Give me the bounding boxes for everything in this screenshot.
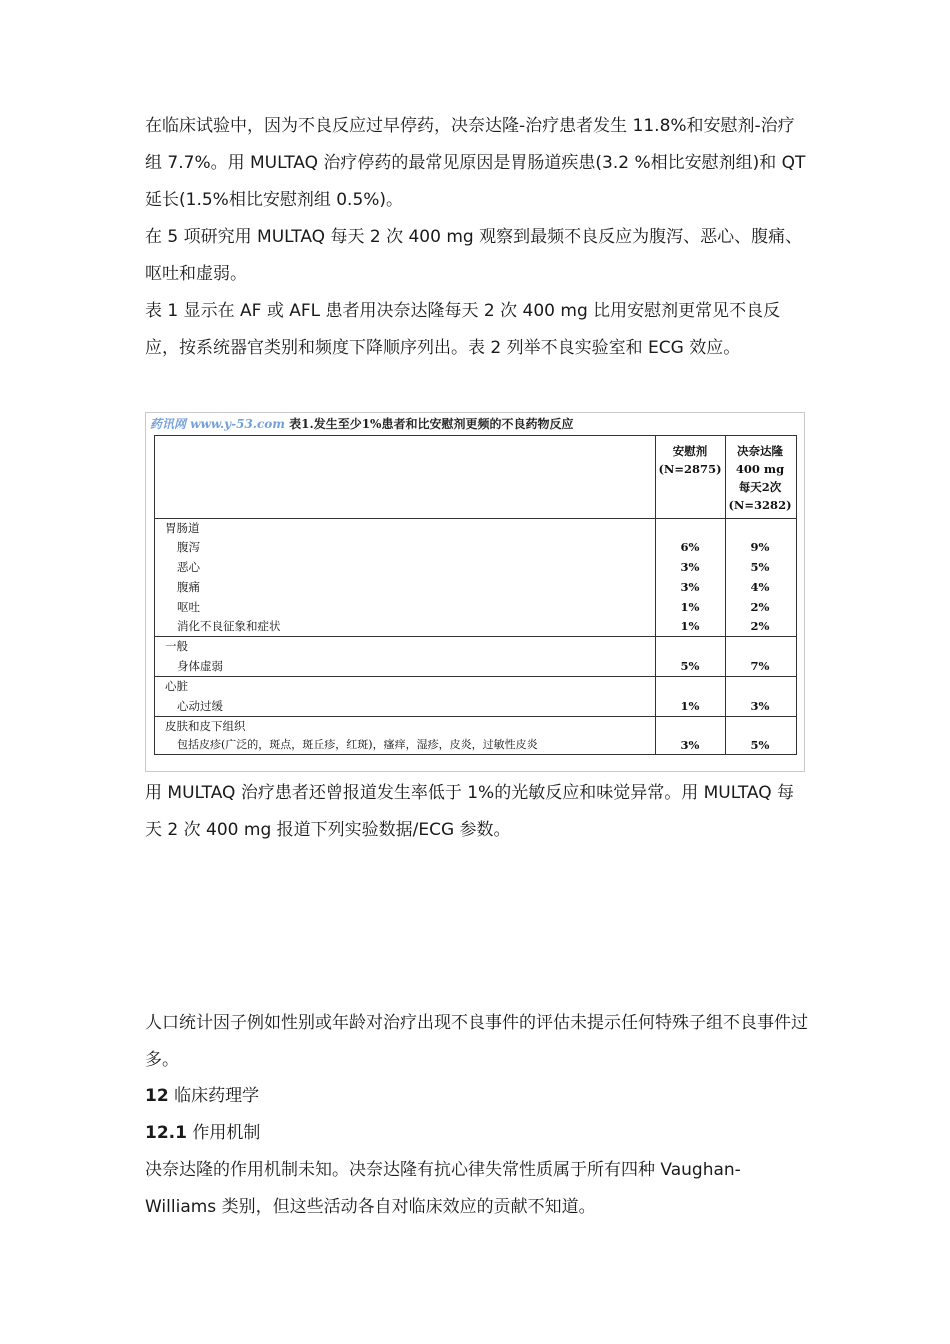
paragraph-discontinuation: 在临床试验中，因为不良反应过早停药，决奈达隆-治疗患者发生 11.8%和安慰剂-治疗组 7.7%。用 MULTAQ 治疗停药的最常见原因是胃肠道疾患(3.2 %相比安慰剂组)和 QT 延长(1.5%相比安慰剂组 0.5%)。 <box>145 116 806 210</box>
table-row: 呕吐 1% 2% <box>177 600 770 614</box>
table-row: 恶心 3% 5% <box>177 560 770 574</box>
table-row: 消化不良征象和症状 1% 2% <box>177 619 770 633</box>
table-row: 身体虚弱 5% 7% <box>177 659 770 673</box>
table-row: 腹泻 6% 9% <box>177 540 770 554</box>
table-row: 包括皮疹(广泛的，斑点，斑丘疹，红斑)，瘙痒，湿疹，皮炎，过敏性皮炎 3% 5% <box>177 738 770 752</box>
paragraph-common-reactions: 在 5 项研究用 MULTAQ 每天 2 次 400 mg 观察到最频不良反应为腹泻、恶心、腹痛、呕吐和虚弱。 <box>145 227 803 284</box>
group-header: 一般 <box>165 639 188 653</box>
group-header: 皮肤和皮下组织 <box>165 719 246 733</box>
watermark: 药讯网 www.y-53.com <box>150 417 285 431</box>
paragraph-demographics: 人口统计因子例如性别或年龄对治疗出现不良事件的评估未提示任何特殊子组不良事件过多。 <box>145 1013 808 1070</box>
placebo-column-header: 安慰剂 (N=2875) <box>658 444 722 476</box>
paragraph-table-intro: 表 1 显示在 AF 或 AFL 患者用决奈达隆每天 2 次 400 mg 比用安慰剂更常见不良反应，按系统器官类别和频度下降顺序列出。表 2 列举不良实验室和 ECG 效应。 <box>145 301 781 358</box>
section-heading-12-1: 12.1 作用机制 <box>145 1123 261 1143</box>
table-row: 心动过缓 1% 3% <box>177 699 770 713</box>
section-heading-12: 12 临床药理学 <box>145 1086 260 1106</box>
paragraph-lab-data: 用 MULTAQ 治疗患者还曾报道发生率低于 1%的光敏反应和味觉异常。用 MULTAQ 每天 2 次 400 mg 报道下列实验数据/ECG 参数。 <box>145 783 795 840</box>
adverse-reaction-table-image <box>145 412 805 772</box>
table-title: 药讯网 www.y-53.com 表1.发生至少1%患者和比安慰剂更频的不良药物反应 <box>150 417 574 431</box>
adverse-reaction-table <box>154 435 797 755</box>
dronedarone-column-header: 决奈达隆 400 mg 每天2次 (N=3282) <box>728 444 792 512</box>
group-header: 心脏 <box>165 679 188 693</box>
table-row: 腹痛 3% 4% <box>177 580 770 594</box>
group-header: 胃肠道 <box>165 521 200 535</box>
paragraph-mechanism: 决奈达隆的作用机制未知。决奈达隆有抗心律失常性质属于所有四种 Vaughan-Williams 类别，但这些活动各自对临床效应的贡献不知道。 <box>145 1160 741 1217</box>
